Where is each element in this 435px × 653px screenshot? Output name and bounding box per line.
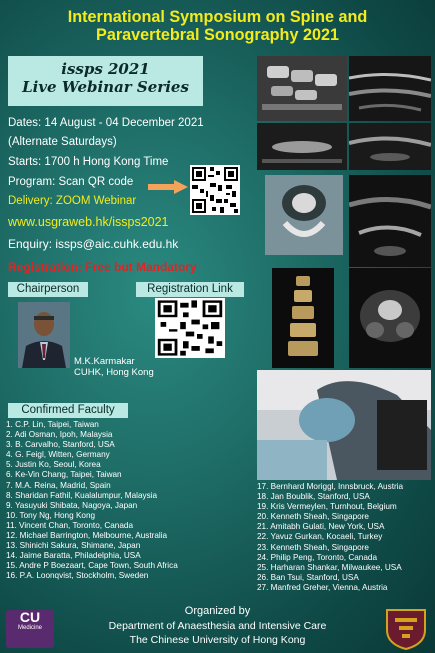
program-text: Program: Scan QR code xyxy=(8,176,134,188)
title-line-1: International Symposium on Spine and xyxy=(67,8,368,26)
faculty-item: 19. Kris Vermeylen, Turnhout, Belgium xyxy=(257,502,397,512)
faculty-item: 10. Tony Ng, Hong Kong xyxy=(6,510,96,520)
chairperson-photo xyxy=(18,302,70,368)
cu-medicine-logo xyxy=(6,610,54,648)
faculty-item: 15. Andre P Boezaart, Cape Town, South Africa xyxy=(6,561,178,571)
chairperson-label: Chairperson xyxy=(8,282,88,297)
faculty-item: 9. Yasuyuki Shibata, Nagoya, Japan xyxy=(6,500,138,510)
faculty-item: 26. Ban Tsui, Stanford, USA xyxy=(257,572,359,582)
enquiry-email[interactable]: Enquiry: issps@aic.cuhk.edu.hk xyxy=(8,237,179,251)
alternate-saturdays-text: (Alternate Saturdays) xyxy=(8,136,117,148)
ultrasound-image-3 xyxy=(349,123,431,170)
faculty-item: 18. Jan Boublik, Stanford, USA xyxy=(257,492,370,502)
webinar-subtitle: Live Webinar Series xyxy=(22,78,189,96)
faculty-item: 2. Adi Osman, Ipoh, Malaysia xyxy=(6,430,113,440)
faculty-item: 27. Manfred Greher, Vienna, Austria xyxy=(257,582,388,592)
faculty-item: 8. Sharidan Fathil, Kualalumpur, Malaysia xyxy=(6,490,158,500)
ultrasound-image-1 xyxy=(349,56,431,121)
registration-link-label: Registration Link xyxy=(136,282,244,297)
organized-by-text: Organized by xyxy=(184,605,251,617)
faculty-item: 13. Shinichi Sakura, Shimane, Japan xyxy=(6,541,141,551)
xray-image xyxy=(257,56,347,121)
faculty-item: 25. Harharan Shankar, Milwaukee, USA xyxy=(257,562,402,572)
chairperson-affiliation: CUHK, Hong Kong xyxy=(74,367,154,378)
faculty-item: 7. M.A. Reina, Madrid, Spain xyxy=(6,480,111,490)
procedure-photo xyxy=(257,370,431,480)
medicine-logo-text: Medicine xyxy=(17,625,42,631)
faculty-list-left xyxy=(6,420,178,582)
registration-notice: Registration: Free but Mandatory xyxy=(8,260,197,274)
faculty-item: 1. C.P. Lin, Taipei, Taiwan xyxy=(6,420,99,429)
faculty-item: 4. G. Feigl, Witten, Germany xyxy=(6,450,110,460)
start-time-text: Starts: 1700 h Hong Kong Time xyxy=(8,156,169,168)
arrow-right-icon xyxy=(148,180,188,194)
ct-vertebra-image xyxy=(265,175,343,255)
faculty-item: 17. Bernhard Moriggl, Innsbruck, Austria xyxy=(257,482,404,491)
mri-image xyxy=(349,268,431,368)
faculty-item: 21. Amitabh Gulati, New York, USA xyxy=(257,522,385,532)
ultrasound-image-4 xyxy=(349,175,431,267)
faculty-label: Confirmed Faculty xyxy=(8,403,128,418)
department-text: Department of Anaesthesia and Intensive Care xyxy=(108,620,327,632)
cu-logo-text: CU xyxy=(19,609,41,625)
faculty-item: 6. Ke-Vin Chang, Taipei, Taiwan xyxy=(6,470,122,480)
faculty-item: 20. Kenneth Sheah, Singapore xyxy=(257,512,369,522)
faculty-item: 14. Jaime Baratta, Philadelphia, USA xyxy=(6,551,141,561)
faculty-item: 11. Vincent Chan, Toronto, Canada xyxy=(6,520,133,530)
webinar-series-box xyxy=(8,56,203,106)
delivery-text: Delivery: ZOOM Webinar xyxy=(8,195,137,207)
faculty-list-right xyxy=(257,482,403,593)
faculty-item: 23. Kenneth Sheah, Singapore xyxy=(257,542,369,552)
website-link[interactable]: www.usgraweb.hk/issps2021 xyxy=(8,215,169,229)
faculty-item: 24. Philip Peng, Toronto, Canada xyxy=(257,552,378,562)
program-qr-code[interactable] xyxy=(190,165,240,215)
university-crest-icon xyxy=(383,608,429,650)
faculty-item: 22. Yavuz Gurkan, Kocaeli, Turkey xyxy=(257,532,383,542)
chairperson-name: M.K.Karmakar xyxy=(74,356,135,367)
faculty-item: 16. P.A. Loonqvist, Stockholm, Sweden xyxy=(6,571,149,581)
dates-text: Dates: 14 August - 04 December 2021 xyxy=(8,117,204,129)
faculty-item: 3. B. Carvalho, Stanford, USA xyxy=(6,440,115,450)
faculty-item: 12. Michael Barrington, Melbourne, Australia xyxy=(6,531,168,541)
registration-qr-code[interactable] xyxy=(155,298,225,358)
ultrasound-image-2 xyxy=(257,123,347,170)
university-text: The Chinese University of Hong Kong xyxy=(129,634,306,646)
faculty-item: 5. Justin Ko, Seoul, Korea xyxy=(6,460,101,470)
title-line-2: Paravertebral Sonography 2021 xyxy=(96,26,339,44)
webinar-title: issps 2021 xyxy=(61,60,150,78)
3d-spine-image xyxy=(272,268,334,368)
